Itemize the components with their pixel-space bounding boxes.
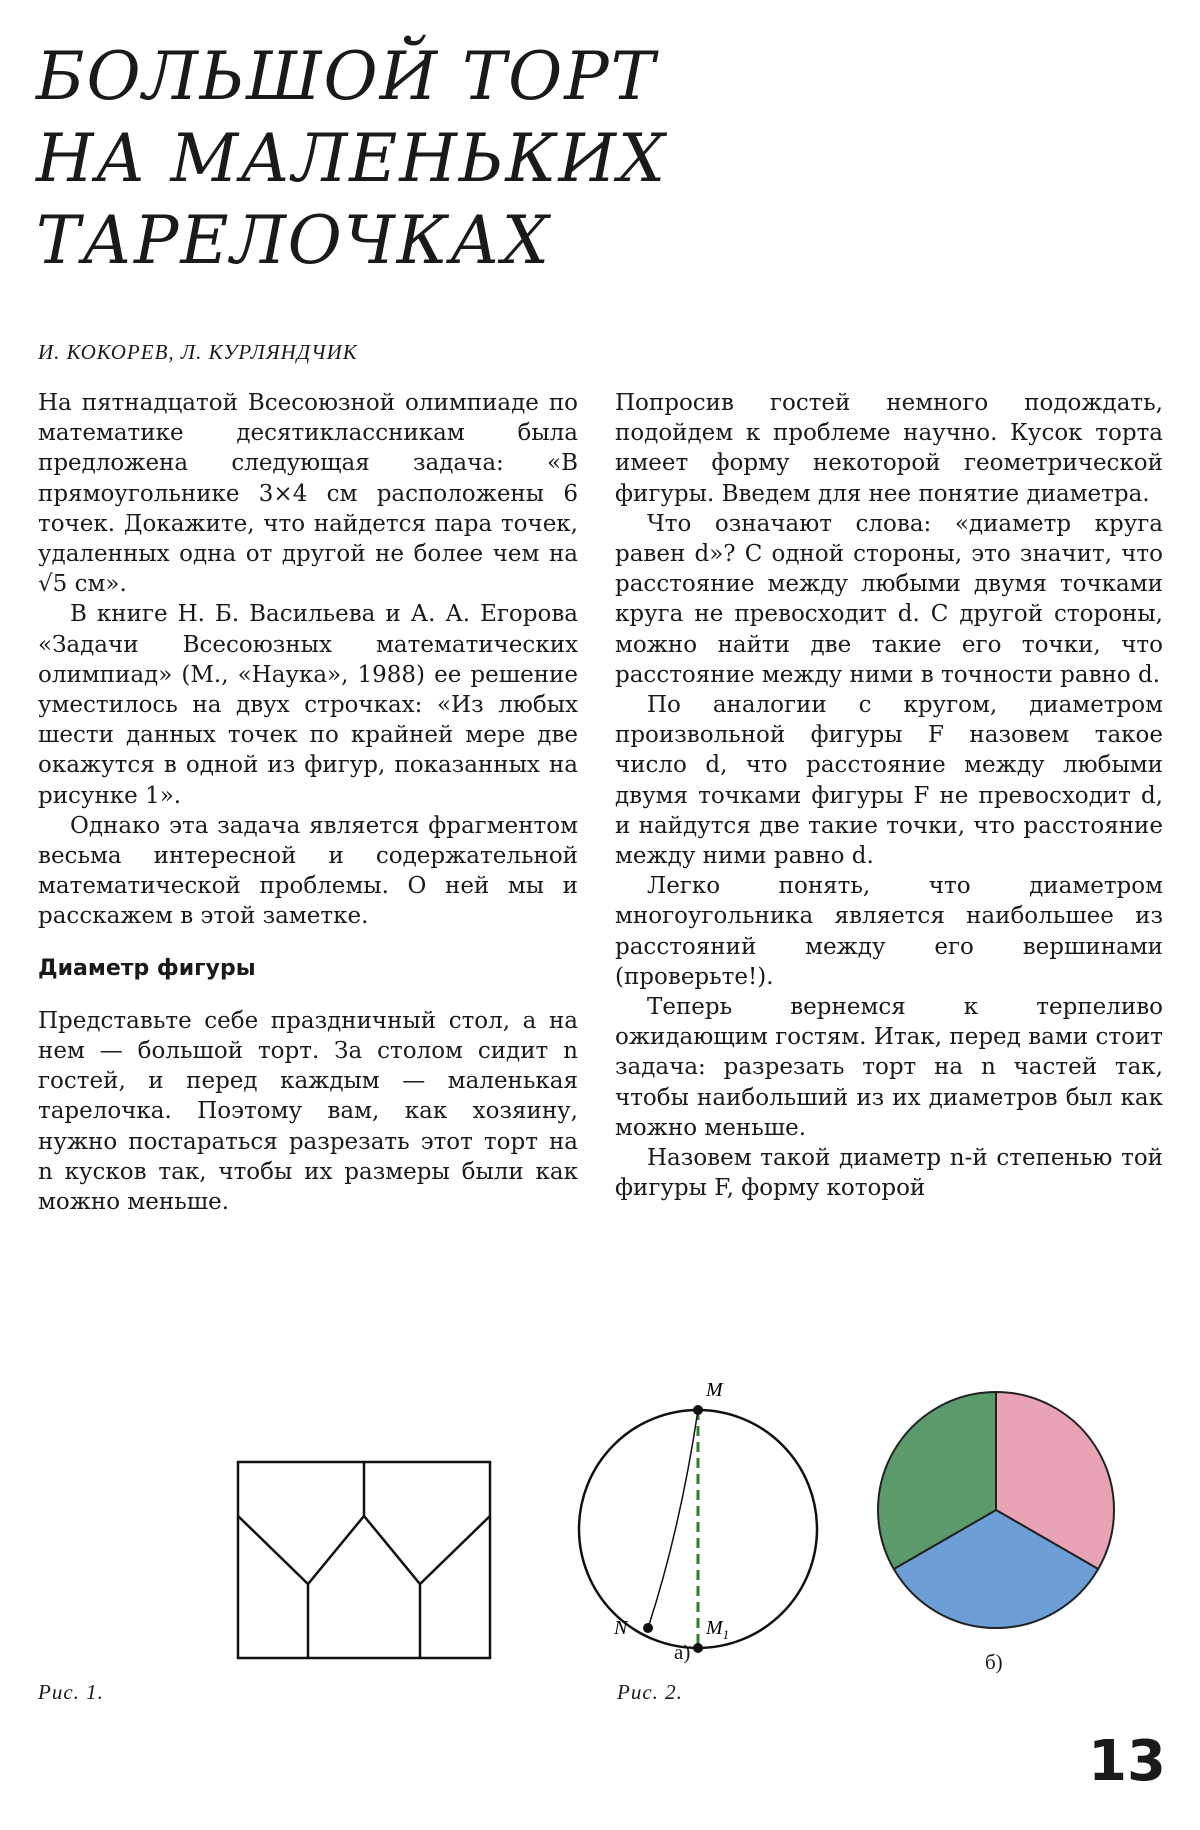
point-m1-label: $M_1$ xyxy=(706,1617,730,1642)
point-m1-dot xyxy=(693,1643,703,1653)
chord-mn xyxy=(648,1410,698,1628)
paragraph: Попросив гостей немного подождать, подойдем к проблеме научно. Кусок торта имеет форму некоторой геометрической фигуры. Введем для нее понятие диаметра. xyxy=(615,390,1163,507)
figure-2a-label: а) xyxy=(674,1640,691,1664)
figures-area xyxy=(0,1360,1200,1704)
paragraph: Что означают слова: «диаметр круга равен d»? С одной стороны, это значит, что расстояние между любыми двумя точками круга не превосходит d. С другой стороны, можно найти две такие его точки, что расстояние между ними в точности равно d. xyxy=(615,510,1163,688)
paragraph: В книге Н. Б. Васильева и А. А. Егорова «Задачи Всесоюзных математических олимпиад» (М., «Наука», 1988) ее решение уместилось на двух строчках: «Из любых шести данных точек по крайней мере две окажутся в одной из фигур, показанных на рисунке 1». xyxy=(38,601,578,809)
figure-2b-label: б) xyxy=(985,1650,1003,1674)
point-m-label: M xyxy=(706,1379,723,1401)
point-n-dot xyxy=(643,1623,653,1633)
partition-zigzag xyxy=(238,1516,490,1584)
right-column xyxy=(615,388,1163,1203)
figure-2-caption: Рис. 2. xyxy=(617,1680,683,1704)
paragraph: На пятнадцатой Всесоюзной олимпиаде по математике десятиклассникам была предложена следующая задача: «В прямоугольнике 3×4 см расположены 6 точек. Докажите, что найдется пара точек, удаленных одна от другой не более чем на √5 см». xyxy=(38,390,578,598)
paragraph: Легко понять, что диаметром многоугольника является наибольшее из расстояний между его вершинами (проверьте!). xyxy=(615,873,1163,990)
title-line-1: БОЛЬШОЙ ТОРТ xyxy=(36,38,657,115)
title-line-2: НА МАЛЕНЬКИХ xyxy=(36,120,667,197)
figure-2a-circle-diameter xyxy=(570,1370,850,1670)
page-number: 13 xyxy=(1088,1729,1166,1794)
point-m-dot xyxy=(693,1405,703,1415)
paragraph: Представьте себе праздничный стол, а на нем — большой торт. За столом сидит n гостей, и перед каждым — маленькая тарелочка. Поэтому вам, как хозяину, нужно постараться разрезать этот торт на n кусков так, чтобы их размеры были как можно меньше. xyxy=(38,1007,578,1216)
paragraph: Теперь вернемся к терпеливо ожидающим гостям. Итак, перед вами стоит задача: разрезать торт на n частей так, чтобы наибольший из их диаметров был как можно меньше. xyxy=(615,994,1163,1141)
article-title xyxy=(36,36,756,282)
figure-2b-three-sectors xyxy=(876,1390,1116,1630)
title-line-3: ТАРЕЛОЧКАХ xyxy=(36,202,551,279)
paragraph: Однако эта задача является фрагментом весьма интересной и содержательной математической проблемы. О ней мы и расскажем в этой заметке. xyxy=(38,812,578,930)
section-heading: Диаметр фигуры xyxy=(38,955,256,981)
paragraph: По аналогии с кругом, диаметром произвольной фигуры F назовем такое число d, что расстояние между любыми двумя точками фигуры F не превосходит d, и найдутся две такие точки, что расстояние между ними равно d. xyxy=(615,692,1163,870)
figure-1-caption: Рис. 1. xyxy=(38,1680,104,1704)
figure-1-rectangle-partition xyxy=(236,1460,492,1660)
point-n-label: N xyxy=(614,1617,628,1639)
authors: И. КОКОРЕВ, Л. КУРЛЯНДЧИК xyxy=(38,340,358,364)
left-column xyxy=(38,388,578,1217)
paragraph: Назовем такой диаметр n-й степенью той фигуры F, форму которой xyxy=(615,1145,1163,1202)
